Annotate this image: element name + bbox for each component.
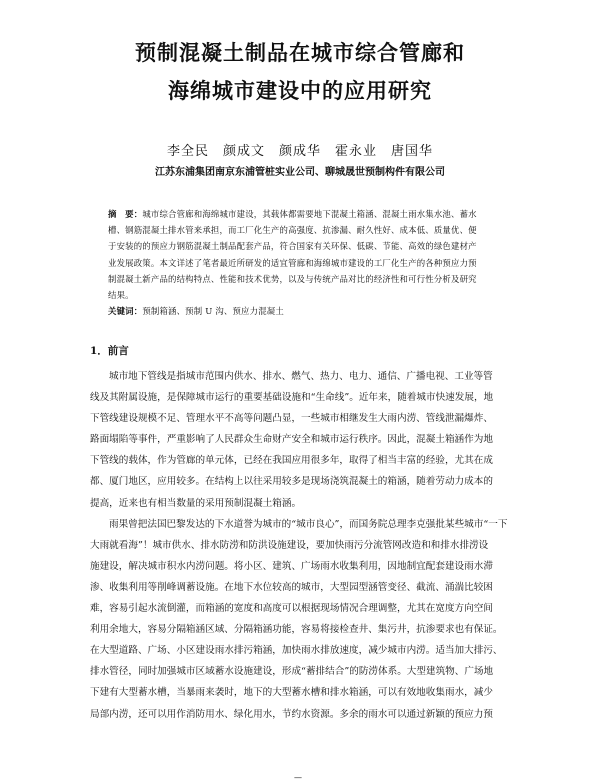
paper-title-line-2: 海绵城市建设中的应用研究 <box>168 79 432 103</box>
abstract-line: 摘 要：城市综合管廊和海绵城市建设，其载体都需要地下混凝土箱涵、混凝土雨水集水池、蓄水 <box>108 209 477 219</box>
abstract-line: 槽、钢筋混凝土排水管来承担，而工厂化生产的高强度、抗渗漏、耐久性好、成本低、质量优、便 <box>108 225 477 236</box>
abstract-line: 业发展政策。本文详述了笔者最近所研发的适宜管廊和海绵城市建设的工厂化生产的各种预应力预 <box>108 257 477 268</box>
paragraph-line: 大雨就看海”！城市供水、排水防涝和防洪设施建设，要加快雨污分流管网改造和和排水排涝设 <box>90 539 489 551</box>
abstract-label: 摘 要： <box>108 209 143 219</box>
keywords-line <box>108 303 496 319</box>
keywords-label: 关键词： <box>108 306 143 317</box>
paragraph-line: 在大型道路、广场、小区建设雨水排污箱涵，加快雨水排放速度，减少城市内涝。适当加大排污、 <box>90 645 503 657</box>
paragraph-line: 城市地下管线是指城市范围内供水、排水、燃气、热力、电力、通信、广播电视、工业等管 <box>109 371 493 382</box>
paragraph-line: 施建设，解决城市积水内涝问题。将小区、建筑、广场雨水收集利用，因地制宜配套建设雨水滞 <box>90 560 493 572</box>
paragraph-line: 局部内涝，还可以用作消防用水、绿化用水，节约水资源。多余的雨水可以通过新颖的预应力预 <box>90 708 493 720</box>
abstract-block <box>108 206 496 319</box>
affiliation: 江苏东浦集团南京东浦管桩实业公司、聊城晟世预制构件有限公司 <box>155 167 445 178</box>
section-heading: 1．前言 <box>90 345 129 357</box>
paragraph-line: 提高，近来也有相当数量的采用预制混凝土箱涵。 <box>90 497 302 509</box>
paragraph-line: 难，容易引起水流倒灌，而箱涵的宽度和高度可以根据现场情况合理调整，尤其在宽度方向空间 <box>90 603 493 615</box>
body-text <box>90 366 525 725</box>
page-number: — <box>294 773 302 782</box>
paragraph-line: 渗、收集利用等削峰调蓄设施。在地下水位较高的城市，大型园型涵管变径、截流、涌湍比较困 <box>90 581 493 593</box>
abstract-line: 结果。 <box>108 289 134 300</box>
paragraph-line: 利用余地大，容易分隔箱涵区域、分隔箱涵功能，容易将接检查井、集污井，抗渗要求也有保证。 <box>90 624 503 636</box>
paragraph-line: 线及其附属设施，是保障城市运行的重要基础设施和“生命线”。近年来，随着城市快速发展，地 <box>90 392 494 404</box>
abstract-line: 制混凝土新产品的结构特点、性能和技术优势，以及与传统产品对比的经济性和可行性分析及研究 <box>108 273 477 284</box>
paragraph-line: 雨果曾把法国巴黎发达的下水道誉为城市的“城市良心”，而国务院总理李克强批某些城市“一下 <box>109 518 508 530</box>
paragraph-line: 下建有大型蓄水槽，当暴雨来袭时，地下的大型蓄水槽和排水箱涵，可以有效地收集雨水，减少 <box>90 687 493 699</box>
paragraph-line: 排水管径，同时加强城市区域蓄水设施建设，形成“蓄排结合”的防涝体系。大型建筑物、广场地 <box>90 666 494 678</box>
keywords: 预制箱涵、预制 U 沟、预应力混凝土 <box>142 306 284 317</box>
author-list: 李全民 颜成文 颜成华 霍永业 唐国华 <box>166 144 433 159</box>
paragraph-line: 路面塌陷等事件，严重影响了人民群众生命财产安全和城市运行秩序。因此，混凝土箱涵作为地 <box>90 434 493 446</box>
paragraph-line: 下管线的载体，作为管廊的单元体，已经在我国应用很多年，取得了相当丰富的经验，尤其在成 <box>90 455 493 467</box>
paragraph-line: 都、厦门地区，应用较多。在结构上以往采用较多是现场浇筑混凝土的箱涵，随着劳动力成本的 <box>90 476 493 488</box>
paper-title-line-1: 预制混凝土制品在城市综合管廊和 <box>135 41 465 65</box>
paragraph-line: 下管线建设规模不足、管理水平不高等问题凸显，一些城市相继发生大雨内涝、管线泄漏爆炸、 <box>90 413 493 425</box>
abstract-line: 于安装的的预应力钢筋混凝土制品配套产品，符合国家有关环保、低碳、节能、高效的绿色建材产 <box>108 241 477 252</box>
